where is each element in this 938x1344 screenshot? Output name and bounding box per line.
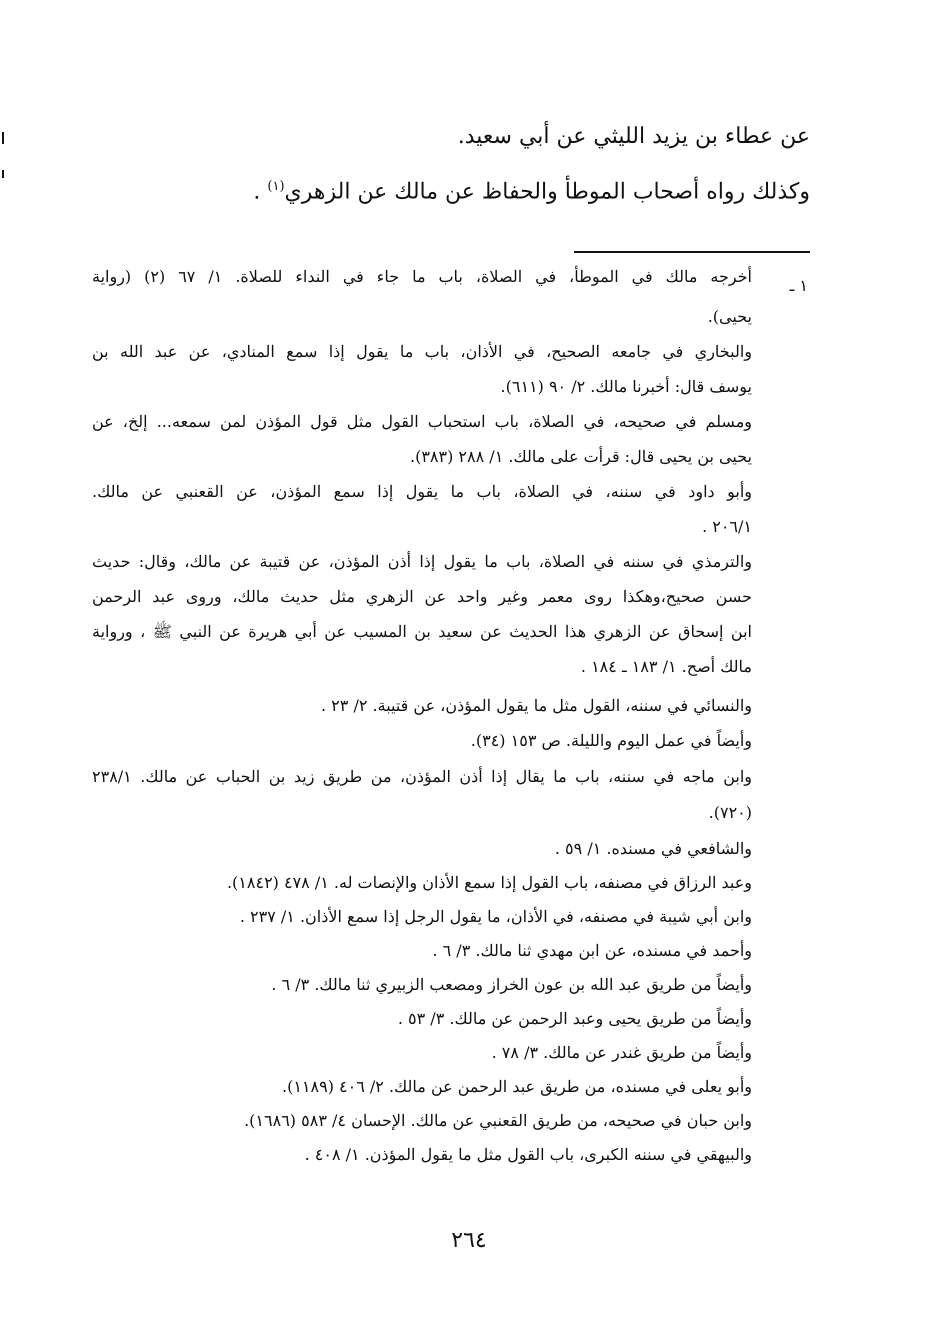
footnote-line: وأبو يعلى في مسنده، من طريق عبد الرحمن عن مالك. ٢/ ٤٠٦ (١١٨٩). xyxy=(281,1077,752,1096)
footnote-line: ابن إسحاق عن الزهري هذا الحديث عن سعيد بن المسيب عن أبي هريرة عن النبي ﷺ ، ورواية xyxy=(92,622,752,641)
footnote-line: والترمذي في سننه في الصلاة، باب ما يقول إذا أذن المؤذن، عن قتيبة عن مالك، وقال: حديث xyxy=(92,552,752,571)
footnote-line: يوسف قال: أخبرنا مالك. ٢/ ٩٠ (٦١١). xyxy=(500,377,752,396)
footnote-line: والبخاري في جامعه الصحيح، في الأذان، باب ما يقول إذا سمع المنادي، عن عبد الله بن xyxy=(92,342,752,361)
footnote-line: والبيهقي في سننه الكبرى، باب القول مثل ما يقول المؤذن. ١/ ٤٠٨ . xyxy=(304,1145,752,1164)
footnote-line: وأيضاً من طريق غندر عن مالك. ٣/ ٧٨ . xyxy=(491,1043,752,1062)
footnote-line: وعبد الرزاق في مصنفه، باب القول إذا سمع الأذان والإنصات له. ١/ ٤٧٨ (١٨٤٢). xyxy=(226,873,752,892)
footnote-number: ١ ـ xyxy=(789,276,808,295)
footnote-line: أخرجه مالك في الموطأ، في الصلاة، باب ما جاء في النداء للصلاة. ١/ ٦٧ (٢) (رواية xyxy=(92,267,753,286)
margin-mark xyxy=(2,170,4,178)
margin-mark xyxy=(2,132,4,144)
footnote-separator xyxy=(574,251,810,253)
footnote-line: والنسائي في سننه، القول مثل ما يقول المؤذن، عن قتيبة. ٢/ ٢٣ . xyxy=(321,696,752,715)
footnote-line: وأيضاً في عمل اليوم والليلة. ص ١٥٣ (٣٤). xyxy=(470,731,752,750)
main-text-line-2: وكذلك رواه أصحاب الموطأ والحفاظ عن مالك عن الزهري xyxy=(284,179,810,205)
footnote-line: وأبو داود في سننه، في الصلاة، باب ما يقول إذا سمع المؤذن، عن القعنبي عن مالك. xyxy=(92,482,753,501)
footnote-line: وأحمد في مسنده، عن ابن مهدي ثنا مالك. ٣/ ٦ . xyxy=(432,941,752,960)
main-text-line xyxy=(110,162,810,217)
footnote-line: والشافعي في مسنده. ١/ ٥٩ . xyxy=(554,839,752,858)
footnote-line: يحيى). xyxy=(707,307,752,326)
footnote-line: وابن ماجه في سننه، باب ما يقال إذا أذن المؤذن، من طريق زيد بن الحباب عن مالك. ٢٣٨/١ xyxy=(92,767,752,786)
main-text-line xyxy=(110,112,810,162)
main-text xyxy=(110,112,810,217)
footnote-line: وابن أبي شيبة في مصنفه، في الأذان، ما يقول الرجل إذا سمع الأذان. ١/ ٢٣٧ . xyxy=(239,907,752,926)
footnote-reference[interactable]: (١) xyxy=(267,179,285,194)
footnote-line: يحيى بن يحيى قال: قرأت على مالك. ١/ ٢٨٨ (٣٨٣). xyxy=(409,447,752,466)
main-text-line-2-end: . xyxy=(253,179,268,205)
page-number: ٢٦٤ xyxy=(451,1228,487,1253)
footnote-line: (٧٢٠). xyxy=(708,803,752,822)
footnote-line: وابن حبان في صحيحه، من طريق القعنبي عن مالك. الإحسان ٤/ ٥٨٣ (١٦٨٦). xyxy=(244,1111,752,1130)
footnote-line: وأيضاً من طريق عبد الله بن عون الخراز ومصعب الزبيري ثنا مالك. ٣/ ٦ . xyxy=(271,975,752,994)
footnote-line: ومسلم في صحيحه، في الصلاة، باب استحباب القول مثل قول المؤذن لمن سمعه... إلخ، عن xyxy=(92,412,752,431)
footnote-line: ٢٠٦/١ . xyxy=(702,517,752,536)
footnote-line: وأيضاً من طريق يحيى وعبد الرحمن عن مالك. ٣/ ٥٣ . xyxy=(397,1009,752,1028)
main-text-line-1: عن عطاء بن يزيد الليثي عن أبي سعيد. xyxy=(457,124,810,149)
footnote-line: حسن صحيح،وهكذا روى معمر وغير واحد عن الزهري مثل حديث مالك، وروى عبد الرحمن xyxy=(92,587,752,606)
footnote-line: مالك أصح. ١/ ١٨٣ ـ ١٨٤ . xyxy=(580,657,752,676)
